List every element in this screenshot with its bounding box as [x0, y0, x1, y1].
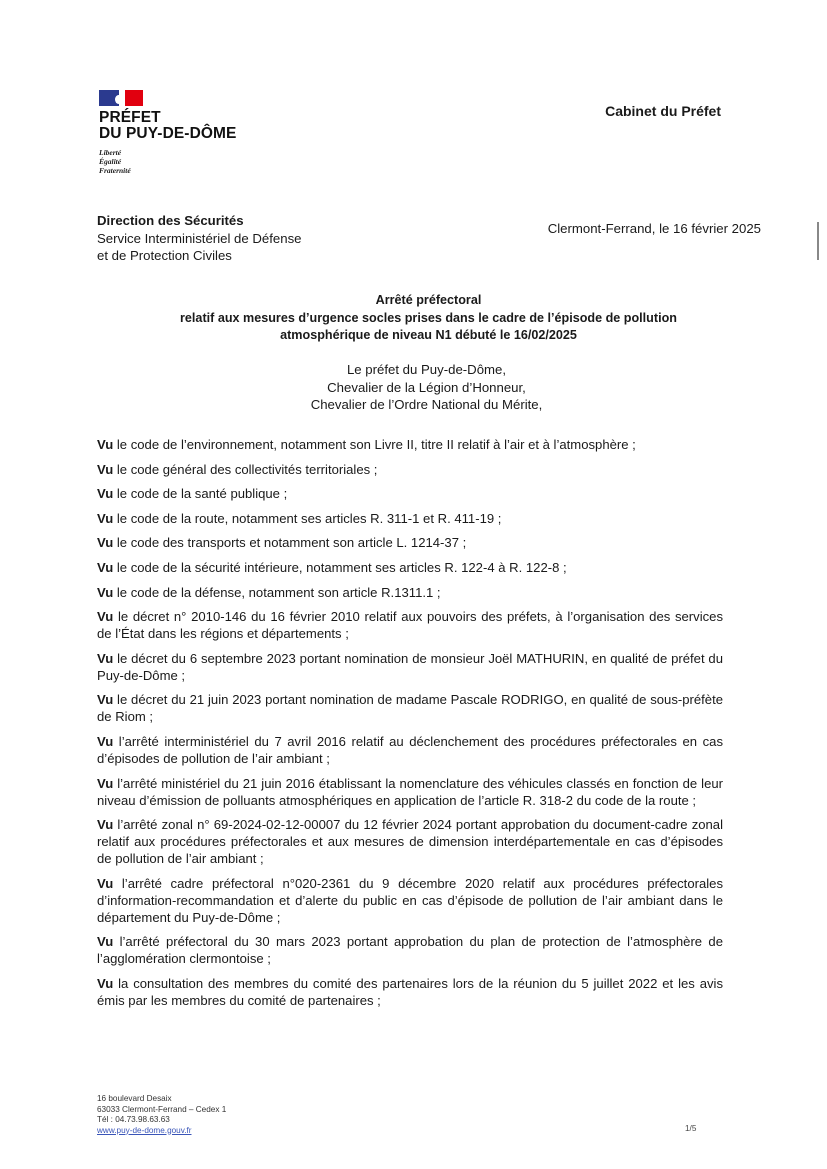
visa-item: Vu le décret n° 2010-146 du 16 février 2010 relatif aux pouvoirs des préfets, à l’organisation des services de l’État dans les régions et départements ; — [97, 609, 723, 642]
intro-line2: Chevalier de la Légion d’Honneur, — [327, 379, 526, 395]
intro-line1: Le préfet du Puy-de-Dôme, — [346, 362, 507, 377]
title-line1: Arrêté préfectoral — [375, 293, 482, 307]
visa-item: Vu le décret du 6 septembre 2023 portant nomination de monsieur Joël MATHURIN, en qualité de préfet du Puy-de-Dôme ; — [97, 650, 723, 683]
footer-phone: Tél : 04.73.98.63.63 — [97, 1115, 170, 1124]
prefet-intro — [0, 361, 827, 414]
footer-city: 63033 Clermont-Ferrand – Cedex 1 — [97, 1104, 227, 1114]
motto-fraternite: Fraternité — [99, 166, 131, 175]
service-name-line1: Service Interministériel de Défense — [97, 230, 302, 246]
footer-contact — [97, 1094, 226, 1136]
title-line2: relatif aux mesures d’urgence socles prises dans le cadre de l’épisode de pollution — [180, 310, 677, 325]
footer-address: 16 boulevard Desaix — [97, 1094, 172, 1103]
logo-title-line1: PRÉFET — [99, 109, 161, 126]
visa-item: Vu le code de l’environnement, notamment son Livre II, titre II relatif à l’air et à l’atmosphère ; — [97, 437, 636, 452]
logo-title — [99, 110, 236, 142]
visa-item: Vu l’arrêté zonal n° 69-2024-02-12-00007 du 12 février 2024 portant approbation du document-cadre zonal relatif aux procédures préfectorales et aux mesures de dimension interdépartementale en cas d’épisodes de pollution de l’air ambiant ; — [97, 817, 723, 867]
motto-liberte: Liberté — [99, 148, 122, 157]
visa-item: Vu le code général des collectivités territoriales ; — [97, 461, 378, 477]
title-line3: atmosphérique de niveau N1 débuté le 16/02/2025 — [280, 328, 577, 342]
motto-egalite: Égalité — [99, 157, 122, 166]
scan-artifact-line — [817, 222, 819, 260]
direction-name: Direction des Sécurités — [97, 213, 244, 228]
visa-item: Vu le code des transports et notamment son article L. 1214-37 ; — [97, 535, 467, 551]
marianne-flag-icon — [99, 90, 143, 106]
prefecture-logo — [99, 90, 236, 175]
republic-motto — [99, 148, 236, 175]
visa-item: Vu l’arrêté préfectoral du 30 mars 2023 portant approbation du plan de protection de l’atmosphère de l’agglomération clermontoise ; — [97, 934, 723, 967]
footer-website-link[interactable]: www.puy-de-dome.gouv.fr — [97, 1125, 192, 1135]
cabinet-heading: Cabinet du Préfet — [605, 103, 721, 119]
visa-item: Vu la consultation des membres du comité des partenaires lors de la réunion du 5 juillet 2022 et les avis émis par les membres du comité de partenaires ; — [97, 975, 723, 1008]
visa-item: Vu l’arrêté interministériel du 7 avril 2016 relatif au déclenchement des procédures préfectorales en cas d’épisodes de pollution de l’air ambiant ; — [97, 733, 723, 766]
document-title — [0, 292, 827, 345]
issuing-service — [97, 212, 302, 265]
visa-item: Vu l’arrêté cadre préfectoral n°020-2361 du 9 décembre 2020 relatif aux procédures préfectorales d’information-recommandation et d’alerte du public en cas d’épisode de pollution de l’air ambiant dans le département du Puy-de-Dôme ; — [97, 875, 723, 925]
place-and-date: Clermont-Ferrand, le 16 février 2025 — [547, 221, 761, 236]
page-number: 1/5 — [685, 1124, 697, 1133]
visa-list — [97, 436, 723, 1017]
visa-item: Vu le décret du 21 juin 2023 portant nomination de madame Pascale RODRIGO, en qualité de sous-préfète de Riom ; — [97, 692, 723, 725]
visa-item: Vu le code de la défense, notamment son article R.1311.1 ; — [97, 584, 441, 600]
service-name-line2: et de Protection Civiles — [97, 248, 232, 263]
visa-item: Vu le code de la santé publique ; — [97, 486, 288, 502]
intro-line3: Chevalier de l’Ordre National du Mérite, — [310, 397, 543, 412]
visa-item: Vu le code de la route, notamment ses articles R. 311-1 et R. 411-19 ; — [97, 510, 502, 526]
visa-item: Vu le code de la sécurité intérieure, notamment ses articles R. 122-4 à R. 122-8 ; — [97, 559, 567, 575]
visa-item: Vu l’arrêté ministériel du 21 juin 2016 établissant la nomenclature des véhicules classés en fonction de leur niveau d’émission de polluants atmosphériques en application de l’article R. 318-2 du code de la route ; — [97, 775, 723, 808]
logo-title-line2: DU PUY-DE-DÔME — [99, 125, 237, 142]
